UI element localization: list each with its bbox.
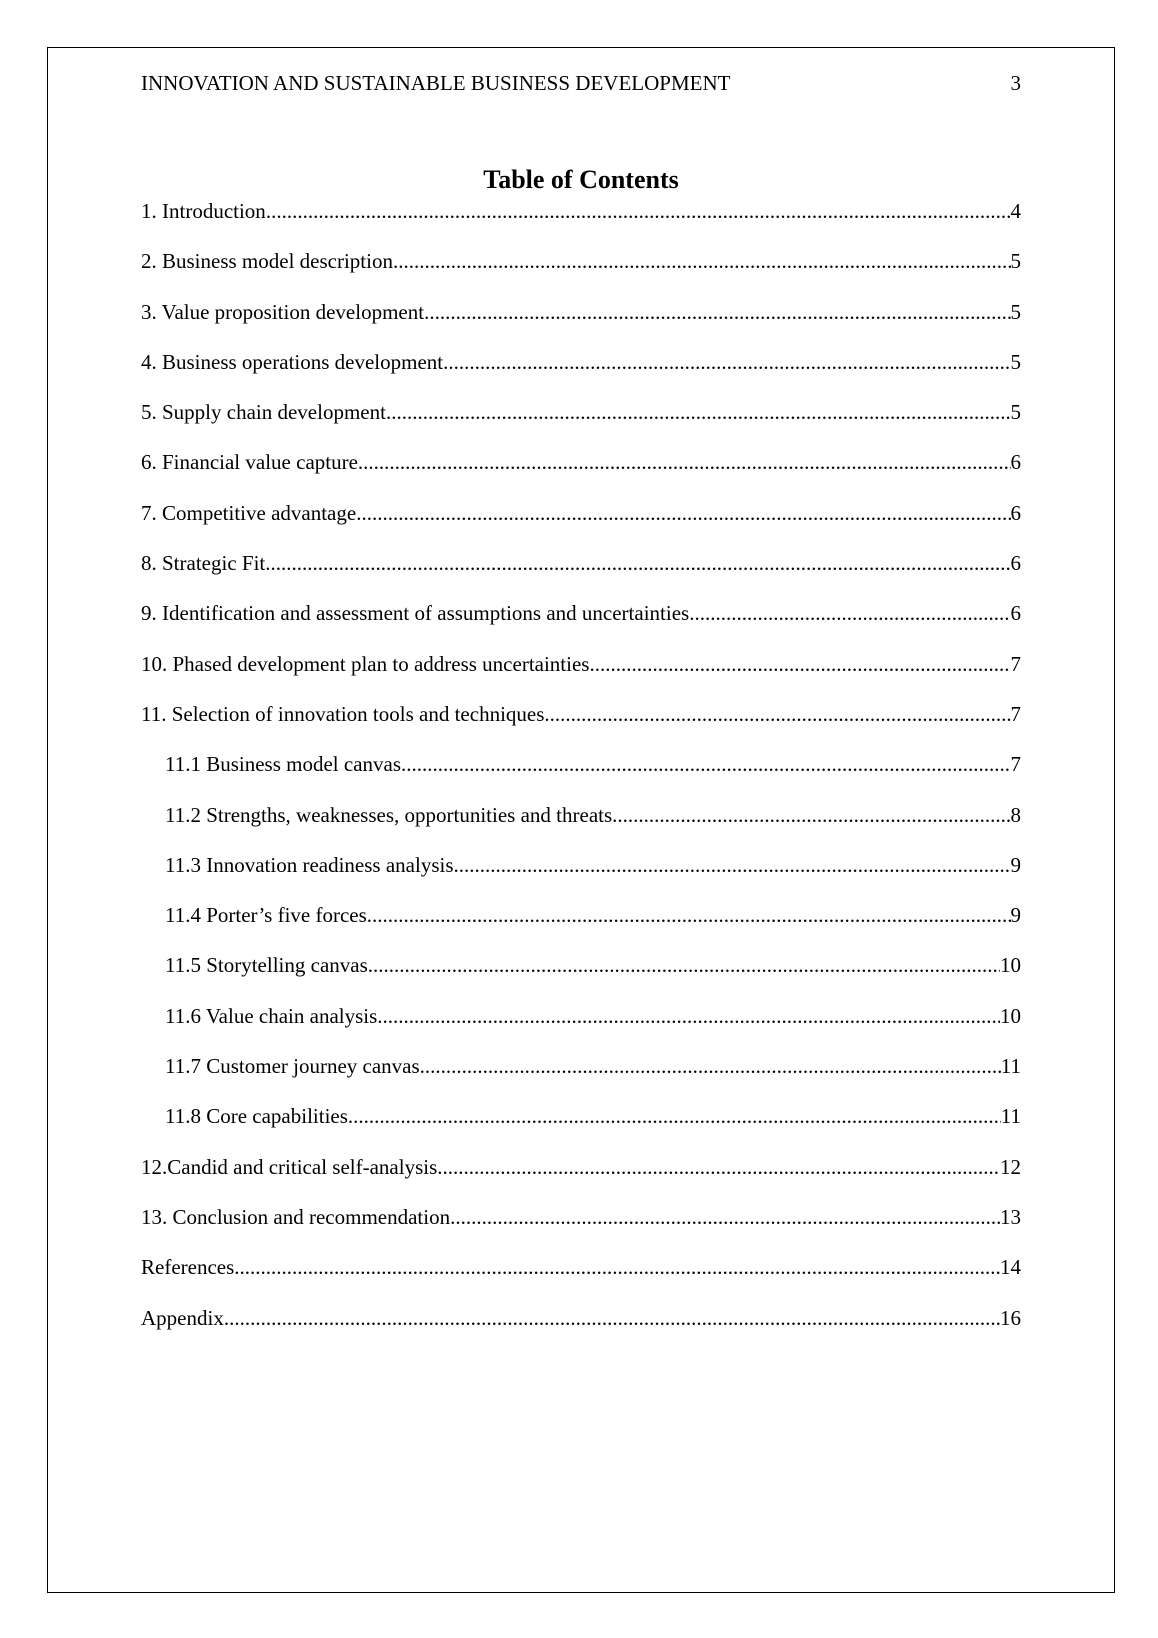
toc-entry-label[interactable]: 11.5 Storytelling canvas xyxy=(165,953,368,978)
toc-entry-page[interactable]: 5 xyxy=(1010,400,1021,425)
toc-entry-page[interactable]: 10 xyxy=(1000,953,1021,978)
toc-dot-leader xyxy=(358,449,1011,475)
toc-entry[interactable] xyxy=(141,952,1021,1002)
toc-entry-label[interactable]: 7. Competitive advantage xyxy=(141,500,357,525)
toc-entry[interactable] xyxy=(141,1204,1021,1254)
toc-entry[interactable] xyxy=(141,449,1021,499)
toc-entry[interactable] xyxy=(141,1103,1021,1153)
toc-entry-label[interactable]: 11.1 Business model canvas xyxy=(165,752,402,777)
toc-entry[interactable] xyxy=(141,1003,1021,1053)
toc-dot-leader xyxy=(454,852,1011,878)
toc-entry-label[interactable]: References xyxy=(141,1255,235,1280)
toc-entry[interactable] xyxy=(141,852,1021,902)
toc-dot-leader xyxy=(424,299,1010,325)
toc-heading: Table of Contents xyxy=(483,165,679,194)
toc-entry-page[interactable]: 14 xyxy=(1000,1255,1021,1280)
toc-entry-label[interactable]: 6. Financial value capture xyxy=(141,450,358,475)
toc-dot-leader xyxy=(368,952,1000,978)
toc-entry-page[interactable]: 12 xyxy=(1000,1154,1021,1179)
toc-entry[interactable] xyxy=(141,651,1021,701)
toc-dot-leader xyxy=(356,500,1010,526)
toc-entry-page[interactable]: 6 xyxy=(1010,500,1021,525)
toc-entry-page[interactable]: 7 xyxy=(1010,752,1021,777)
toc-dot-leader xyxy=(401,751,1010,777)
toc-entry-label[interactable]: 5. Supply chain development xyxy=(141,400,386,425)
toc-dot-leader xyxy=(377,1003,1000,1029)
toc-dot-leader xyxy=(386,399,1011,425)
toc-entry-label[interactable]: 8. Strategic Fit xyxy=(141,551,266,576)
toc-dot-leader xyxy=(689,600,1010,626)
toc-entry[interactable] xyxy=(141,701,1021,751)
toc-dot-leader xyxy=(367,902,1011,928)
toc-entry-page[interactable]: 4 xyxy=(1010,199,1021,223)
toc-entry[interactable] xyxy=(141,902,1021,952)
toc-dot-leader xyxy=(224,1305,1000,1331)
toc-entry-label[interactable]: 9. Identification and assessment of assumptions and uncertainties xyxy=(141,601,690,626)
toc-entry-page[interactable]: 13 xyxy=(1000,1204,1021,1229)
toc-entry-page[interactable]: 5 xyxy=(1010,249,1021,274)
toc-dot-leader xyxy=(437,1154,1000,1180)
toc-entry[interactable] xyxy=(141,198,1021,248)
toc-entry[interactable] xyxy=(141,399,1021,449)
toc-entry-page[interactable]: 9 xyxy=(1010,852,1021,877)
toc-entry-label[interactable]: 3. Value proposition development xyxy=(141,299,425,324)
toc-dot-leader xyxy=(265,550,1010,576)
toc-entry-page[interactable]: 8 xyxy=(1010,802,1021,827)
toc-entry-page[interactable]: 7 xyxy=(1010,651,1021,676)
toc-entry-label[interactable]: 11.4 Porter’s five forces xyxy=(165,903,367,928)
toc-entry[interactable] xyxy=(141,1254,1021,1304)
toc-entry[interactable] xyxy=(141,248,1021,298)
toc-entry[interactable] xyxy=(141,802,1021,852)
toc-entry-page[interactable]: 10 xyxy=(1000,1003,1021,1028)
toc-entry-page[interactable]: 5 xyxy=(1010,349,1021,374)
toc-entry-label[interactable]: 11. Selection of innovation tools and techniques xyxy=(141,701,545,726)
toc-dot-leader xyxy=(612,802,1010,828)
page-number: 3 xyxy=(1010,71,1021,95)
table-of-contents xyxy=(141,198,1021,1355)
toc-entry[interactable] xyxy=(141,550,1021,600)
toc-dot-leader xyxy=(589,651,1010,677)
toc-dot-leader xyxy=(234,1254,1000,1280)
toc-entry-page[interactable]: 6 xyxy=(1010,601,1021,626)
toc-entry[interactable] xyxy=(141,299,1021,349)
toc-dot-leader xyxy=(266,198,1011,224)
toc-entry-label[interactable]: 12.Candid and critical self-analysis xyxy=(141,1154,438,1179)
toc-entry-page[interactable]: 11 xyxy=(1000,1104,1021,1129)
toc-entry-label[interactable]: 2. Business model description xyxy=(141,249,393,274)
toc-entry[interactable] xyxy=(141,1154,1021,1204)
toc-dot-leader xyxy=(544,701,1010,727)
toc-dot-leader xyxy=(443,349,1010,375)
toc-entry[interactable] xyxy=(141,1305,1021,1355)
toc-entry-label[interactable]: 11.3 Innovation readiness analysis xyxy=(165,852,454,877)
toc-entry[interactable] xyxy=(141,500,1021,550)
toc-entry-label[interactable]: 10. Phased development plan to address uncertainties xyxy=(141,651,590,676)
toc-entry-page[interactable]: 5 xyxy=(1010,299,1021,324)
toc-dot-leader xyxy=(348,1103,1001,1129)
toc-entry-label[interactable]: 4. Business operations development xyxy=(141,349,444,374)
toc-entry-page[interactable]: 7 xyxy=(1010,701,1021,726)
toc-entry[interactable] xyxy=(141,600,1021,650)
toc-entry-page[interactable]: 11 xyxy=(1000,1054,1021,1079)
toc-entry-label[interactable]: Appendix xyxy=(141,1305,224,1330)
toc-entry-label[interactable]: 1. Introduction xyxy=(141,199,266,223)
toc-entry-page[interactable]: 9 xyxy=(1010,903,1021,928)
toc-entry[interactable] xyxy=(141,349,1021,399)
toc-entry-label[interactable]: 13. Conclusion and recommendation xyxy=(141,1204,451,1229)
toc-entry[interactable] xyxy=(141,1053,1021,1103)
toc-entry-label[interactable]: 11.7 Customer journey canvas xyxy=(165,1054,420,1079)
toc-entry-label[interactable]: 11.2 Strengths, weaknesses, opportunities and threats xyxy=(165,802,613,827)
toc-entry-page[interactable]: 6 xyxy=(1010,551,1021,576)
toc-dot-leader xyxy=(420,1053,1001,1079)
running-header xyxy=(141,68,1021,98)
toc-dot-leader xyxy=(450,1204,1000,1230)
toc-entry-page[interactable]: 16 xyxy=(1000,1305,1021,1330)
toc-entry[interactable] xyxy=(141,751,1021,801)
toc-entry-page[interactable]: 6 xyxy=(1010,450,1021,475)
running-head-title: INNOVATION AND SUSTAINABLE BUSINESS DEVELOPMENT xyxy=(141,71,731,95)
toc-dot-leader xyxy=(393,248,1011,274)
toc-entry-label[interactable]: 11.6 Value chain analysis xyxy=(165,1003,378,1028)
toc-entry-label[interactable]: 11.8 Core capabilities xyxy=(165,1104,348,1129)
